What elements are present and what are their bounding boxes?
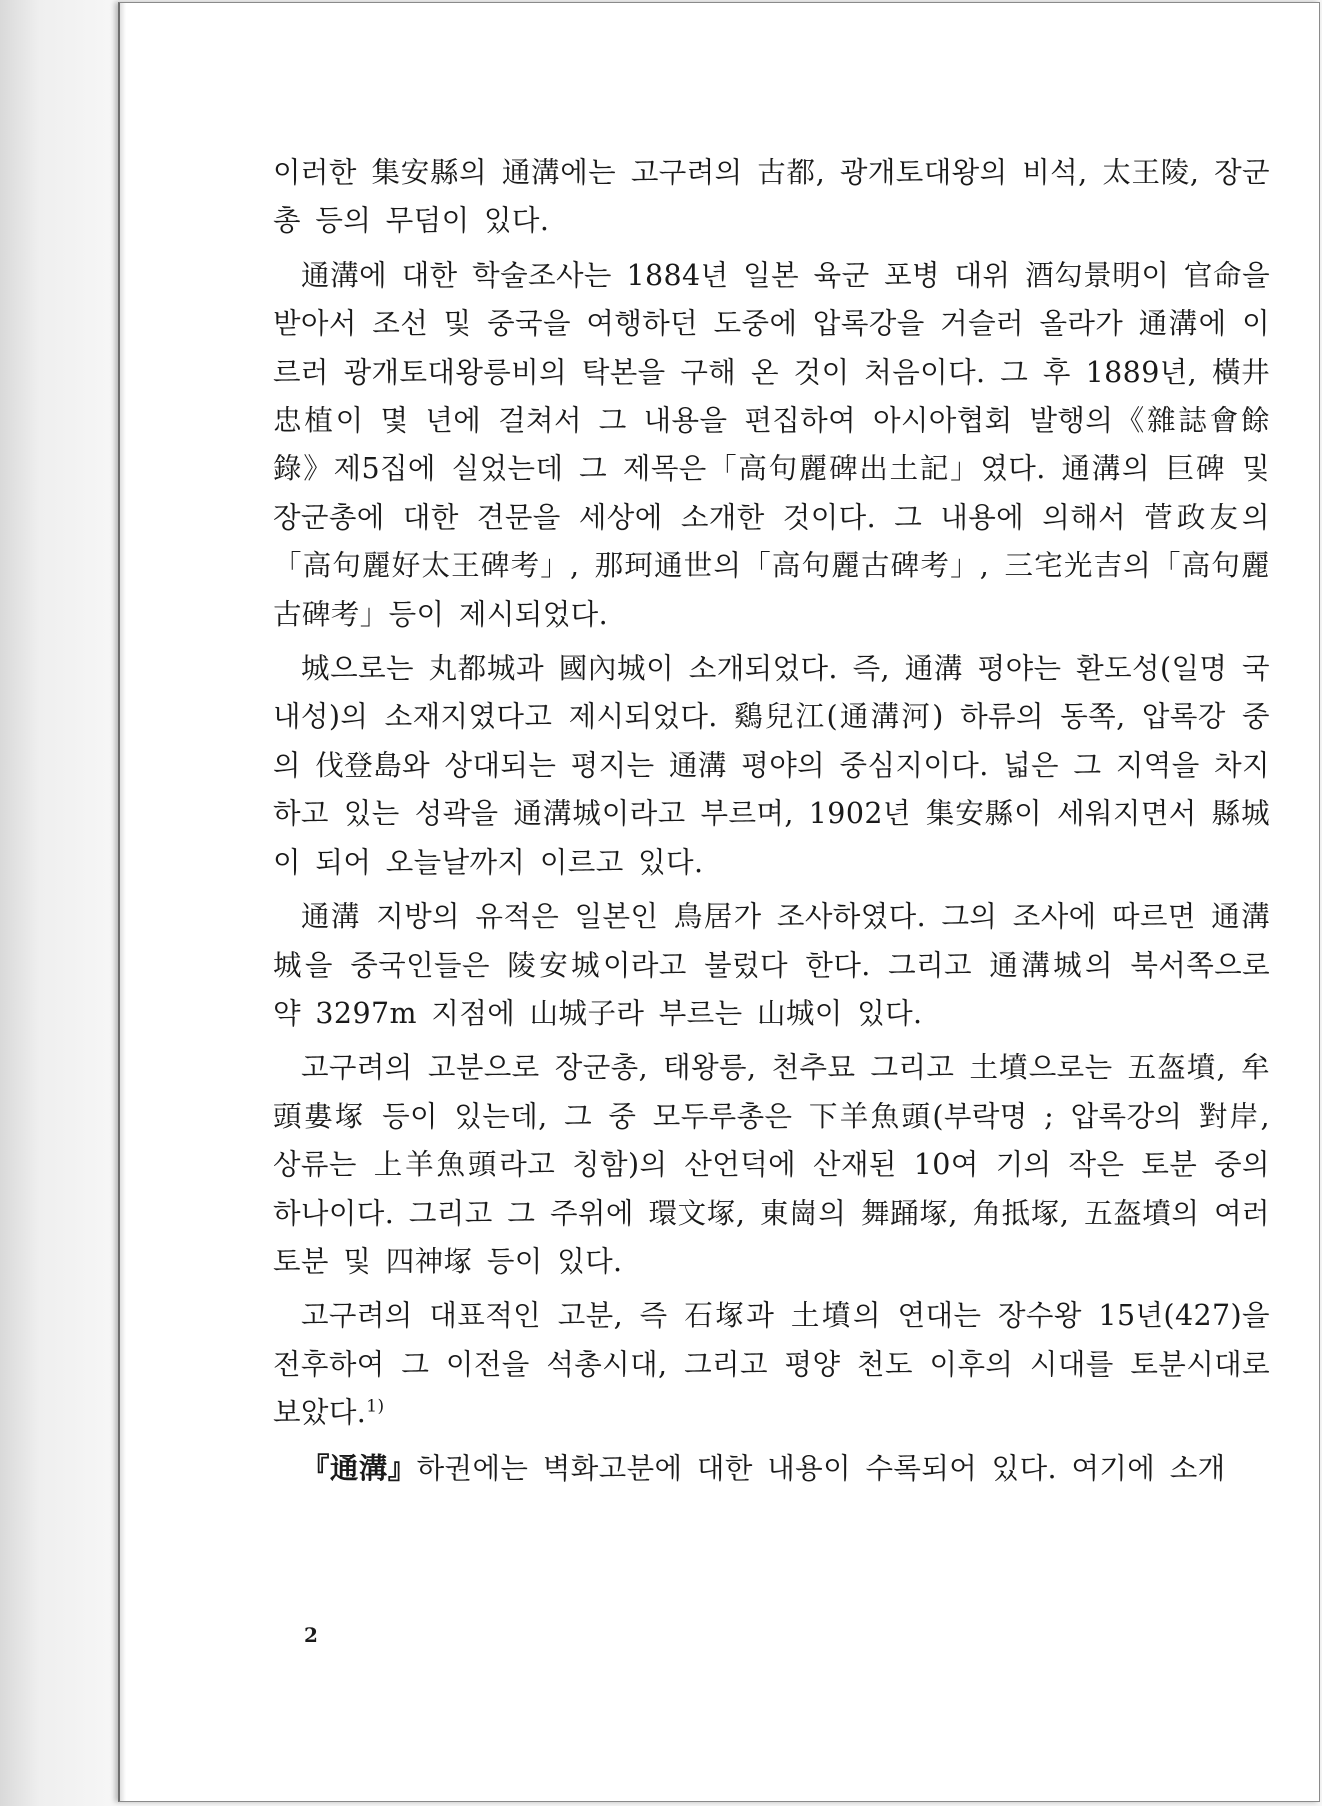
paragraph-7-book-title: 『通溝』: [301, 1450, 417, 1485]
paragraph-3: [273, 645, 1270, 887]
paragraph-2: [273, 252, 1270, 639]
body-text: [273, 149, 1270, 1493]
paragraph-5-text: 고구려의 고분으로 장군총, 태왕릉, 천추묘 그리고 土墳으로는 五盔墳, 牟頭婁塚 등이 있는데, 그 중 모두루총은 下羊魚頭(부락명 ; 압록강의 對岸, 상류는 上羊魚頭라고 칭함)의 산언덕에 산재된 10여 기의 작은 토분 중의 하나이다. 그리고 그 주위에 環文塚, 東崗의 舞踊塚, 角抵塚, 五盔墳의 여러 토분 및 四神塚 등이 있다.: [273, 1051, 1270, 1278]
paragraph-4-text: 通溝 지방의 유적은 일본인 鳥居가 조사하였다. 그의 조사에 따르면 通溝城을 중국인들은 陵安城이라고 불렀다 한다. 그리고 通溝城의 북서쪽으로 약 3297m 지점에 山城子라 부르는 山城이 있다.: [273, 900, 1270, 1030]
page-edge-shadow: [120, 3, 126, 1801]
paragraph-4: [273, 893, 1270, 1038]
paragraph-7: [273, 1444, 1270, 1493]
paragraph-2-text: 通溝에 대한 학술조사는 1884년 일본 육군 포병 대위 酒勾景明이 官命을 받아서 조선 및 중국을 여행하던 도중에 압록강을 거슬러 올라가 通溝에 이르러 광개토대왕릉비의 탁본을 구해 온 것이 처음이다. 그 후 1889년, 橫井忠植이 몇 년에 걸쳐서 그 내용을 편집하여 아시아협회 발행의《雜誌會餘錄》제5집에 실었는데 그 제목은「高句麗碑出土記」였다. 通溝의 巨碑 및 장군총에 대한 견문을 세상에 소개한 것이다. 그 내용에 의해서 菅政友의「高句麗好太王碑考」, 那珂通世의「高句麗古碑考」, 三宅光吉의「高句麗古碑考」등이 제시되었다.: [273, 258, 1270, 631]
document-page: [118, 2, 1320, 1802]
footnote-reference[interactable]: 1): [366, 1396, 385, 1417]
paragraph-7-text: 하권에는 벽화고분에 대한 내용이 수록되어 있다. 여기에 소개: [416, 1451, 1226, 1485]
paragraph-3-text: 城으로는 丸都城과 國內城이 소개되었다. 즉, 通溝 평야는 환도성(일명 국내성)의 소재지였다고 제시되었다. 鷄兒江(通溝河) 하류의 동쪽, 압록강 중의 伐登島와 상대되는 평지는 通溝 평야의 중심지이다. 넓은 그 지역을 차지하고 있는 성곽을 通溝城이라고 부르며, 1902년 集安縣이 세워지면서 縣城이 되어 오늘날까지 이르고 있다.: [273, 652, 1270, 879]
paragraph-6-text: 고구려의 대표적인 고분, 즉 石塚과 土墳의 연대는 장수왕 15년(427)을 전후하여 그 이전을 석총시대, 그리고 평양 천도 이후의 시대를 토분시대로 보았다.: [273, 1299, 1270, 1430]
paragraph-5: [273, 1044, 1270, 1286]
paragraph-1: [273, 149, 1270, 246]
paragraph-1-text: 이러한 集安縣의 通溝에는 고구려의 古都, 광개토대왕의 비석, 太王陵, 장군총 등의 무덤이 있다.: [273, 156, 1270, 238]
paragraph-6: [273, 1292, 1270, 1437]
page-number: 2: [304, 1623, 318, 1647]
